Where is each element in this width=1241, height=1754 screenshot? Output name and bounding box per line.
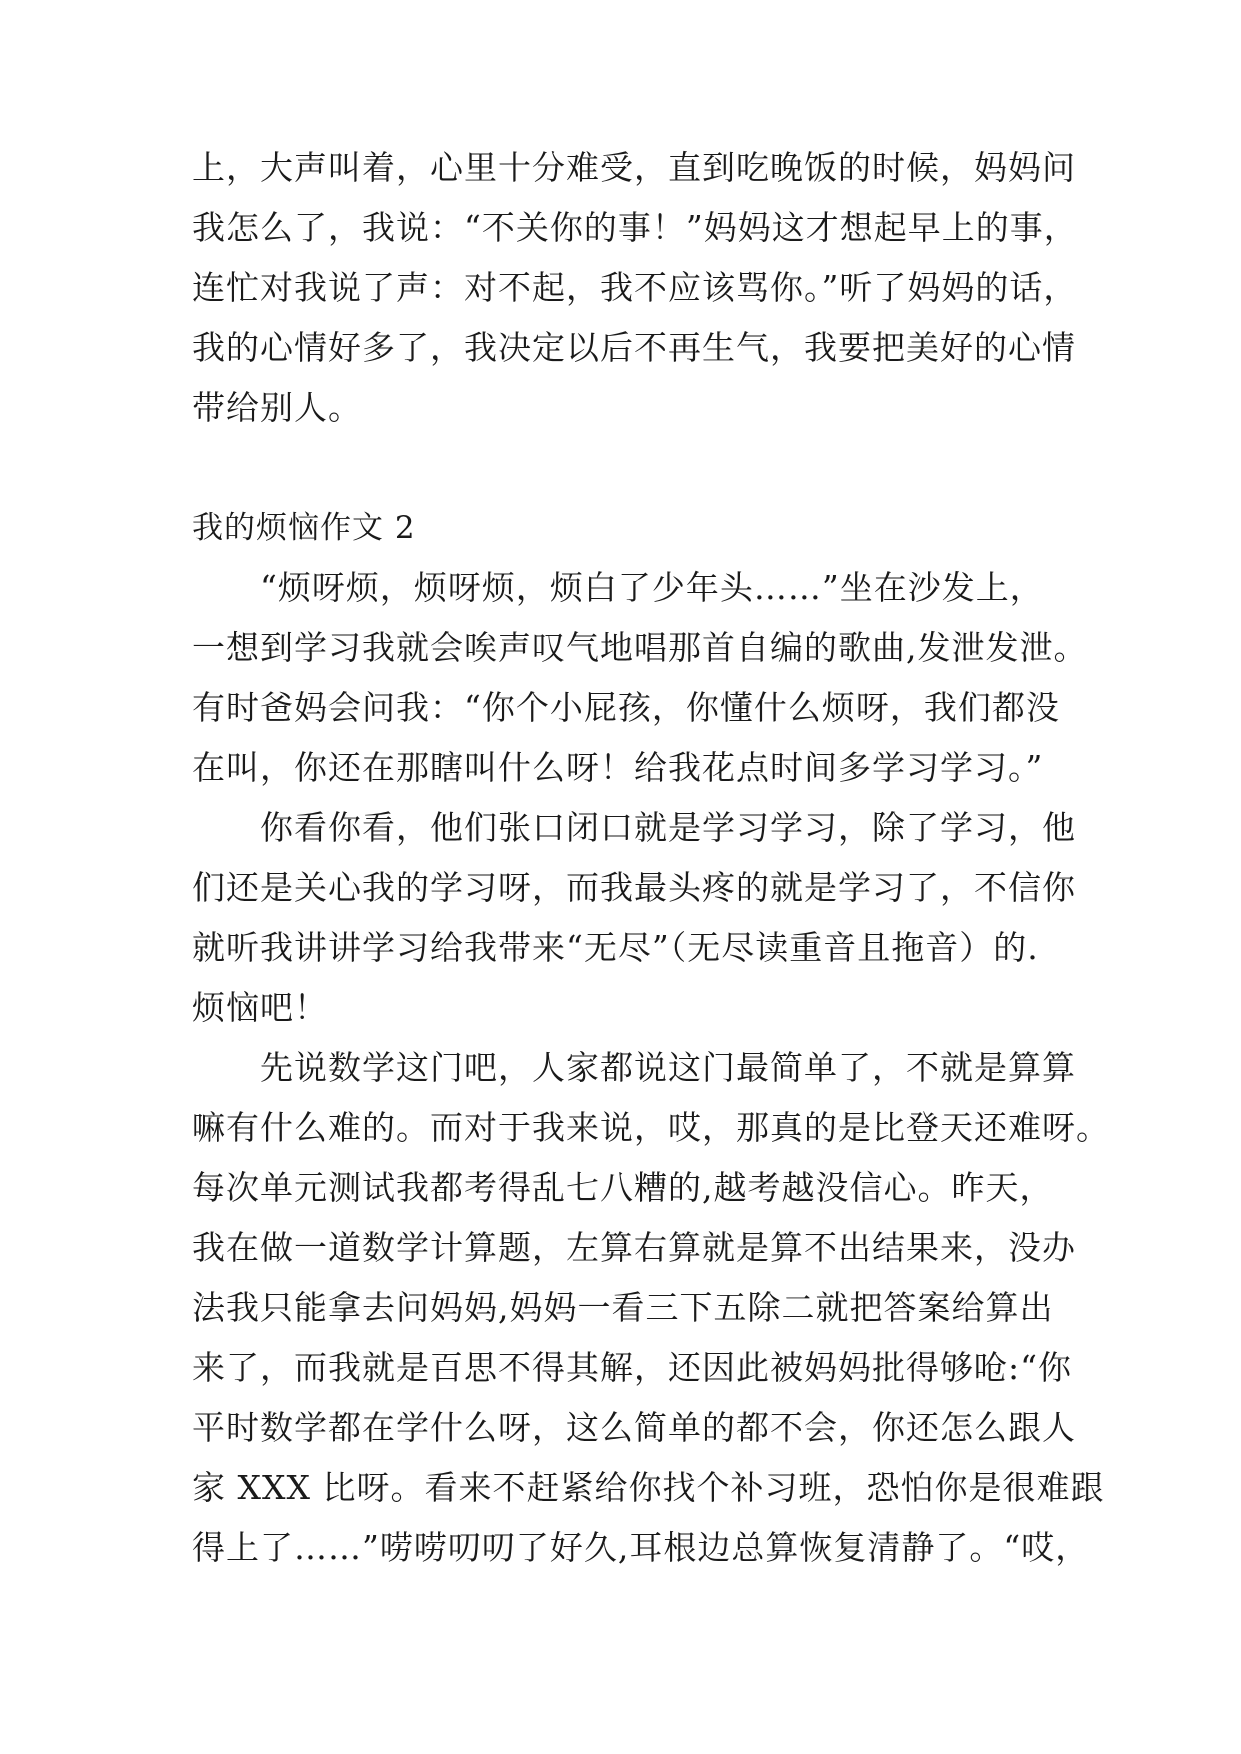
paragraph-line: 连忙对我说了声：对不起，我不应该骂你。”听了妈妈的话， (192, 268, 1078, 307)
paragraph-line: 上，大声叫着，心里十分难受，直到吃晚饭的时候，妈妈问 (192, 148, 1076, 187)
paragraph-line: 有时爸妈会问我：“你个小屁孩，你懂什么烦呀，我们都没 (192, 688, 1060, 727)
paragraph-line: 得上了……”唠唠叨叨了好久,耳根边总算恢复清静了。“哎， (192, 1528, 1090, 1567)
paragraph-line: 嘛有什么难的。而对于我来说，哎，那真的是比登天还难呀。 (192, 1108, 1110, 1147)
paragraph-line: 一想到学习我就会唉声叹气地唱那首自编的歌曲,发泄发泄。 (192, 628, 1088, 667)
paragraph-line: 家 XXX 比呀。看来不赶紧给你找个补习班，恐怕你是很难跟 (192, 1468, 1105, 1507)
section-title: 我的烦恼作文 2 (192, 510, 416, 546)
paragraph-line: 我的心情好多了，我决定以后不再生气，我要把美好的心情 (192, 328, 1076, 367)
paragraph-line: 烦恼吧！ (192, 988, 328, 1027)
paragraph-line: 们还是关心我的学习呀，而我最头疼的就是学习了，不信你 (192, 868, 1076, 907)
paragraph-line: 先说数学这门吧，人家都说这门最简单了，不就是算算 (192, 1048, 1076, 1087)
paragraph-line: 你看你看，他们张口闭口就是学习学习，除了学习，他 (192, 808, 1076, 847)
paragraph-line: 我在做一道数学计算题，左算右算就是算不出结果来，没办 (192, 1228, 1076, 1267)
paragraph-line: 在叫，你还在那瞎叫什么呀！给我花点时间多学习学习。” (192, 748, 1044, 787)
paragraph-line: 带给别人。 (192, 388, 362, 427)
paragraph-line: 平时数学都在学什么呀，这么简单的都不会，你还怎么跟人 (192, 1408, 1076, 1447)
paragraph-line: 法我只能拿去问妈妈,妈妈一看三下五除二就把答案给算出 (192, 1288, 1054, 1327)
paragraph-line: 来了，而我就是百思不得其解，还因此被妈妈批得够呛:“你 (192, 1348, 1072, 1387)
paragraph-line: 每次单元测试我都考得乱七八糟的,越考越没信心。昨天， (192, 1168, 1054, 1207)
paragraph-line: 我怎么了，我说：“不关你的事！”妈妈这才想起早上的事， (192, 208, 1078, 247)
paragraph-line: “烦呀烦，烦呀烦，烦白了少年头……”坐在沙发上， (192, 568, 1044, 607)
paragraph-line: 就听我讲讲学习给我带来“无尽”（无尽读重音且拖音）的. (192, 928, 1039, 967)
